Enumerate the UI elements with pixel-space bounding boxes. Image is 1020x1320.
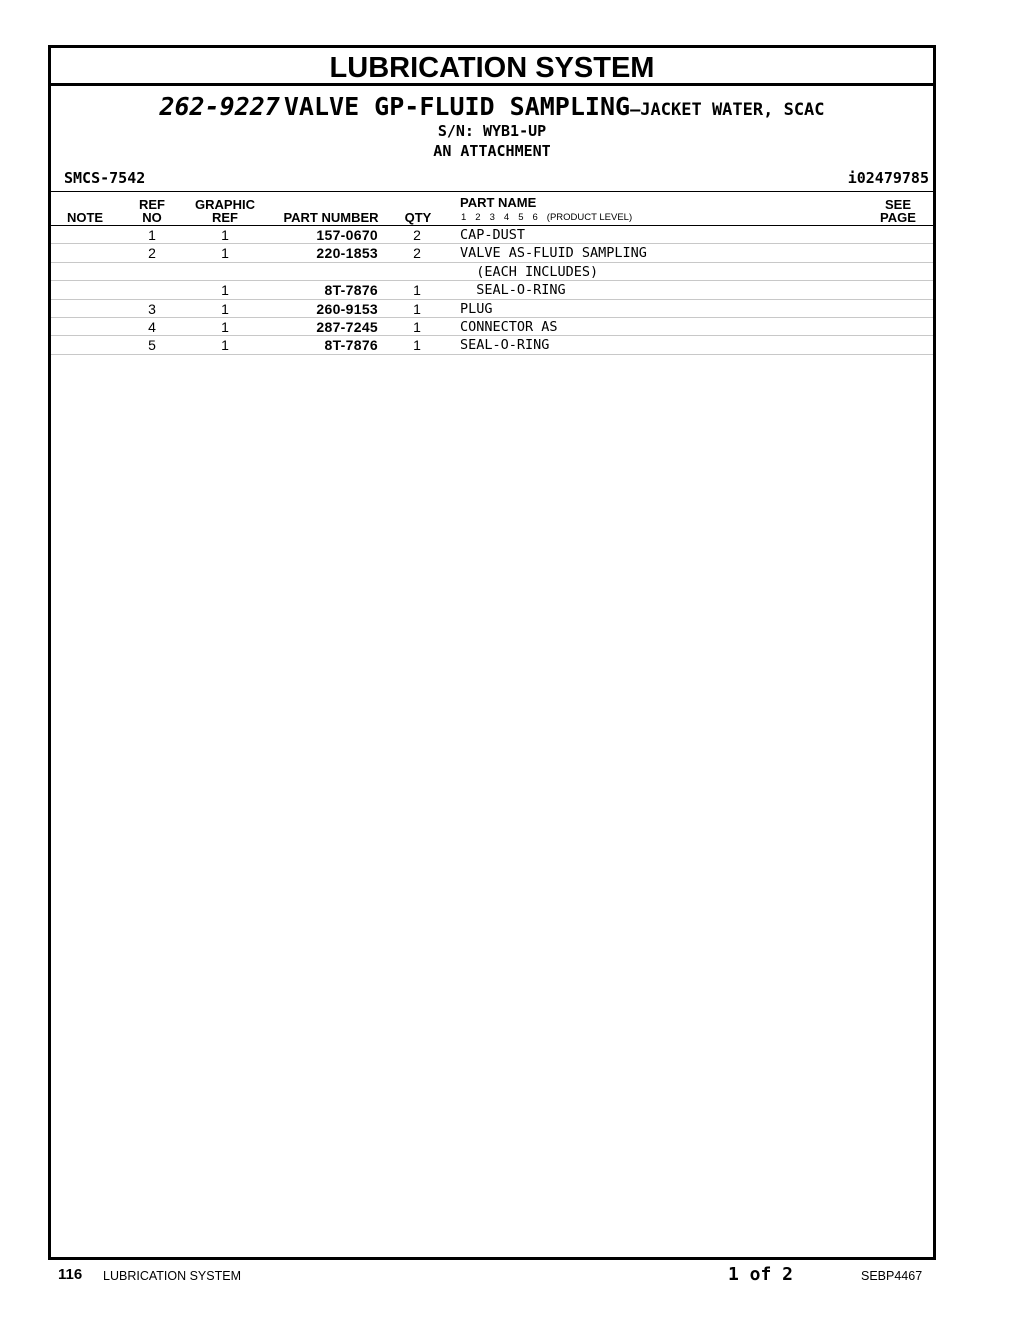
group-part-number: 262-9227 xyxy=(159,92,280,121)
graphic-ref: 1 xyxy=(221,300,229,317)
quantity: 2 xyxy=(413,227,421,243)
parts-page-frame xyxy=(48,45,936,1260)
illustration-id: i02479785 xyxy=(847,169,929,187)
part-number: 8T-7876 xyxy=(324,337,378,354)
ref-no: 4 xyxy=(148,318,156,335)
part-number: 220-1853 xyxy=(316,245,378,262)
table-row xyxy=(51,336,933,354)
ref-no: 5 xyxy=(148,337,156,354)
col-graphic-bottom: REF xyxy=(212,210,238,225)
level-label: (PRODUCT LEVEL) xyxy=(546,212,633,223)
col-note: NOTE xyxy=(66,210,104,225)
col-ref-bottom: NO xyxy=(142,210,162,225)
part-number: 260-9153 xyxy=(316,300,378,317)
part-number: 287-7245 xyxy=(316,318,378,335)
part-name: SEAL-O-RING xyxy=(460,337,550,354)
col-graphic-top: GRAPHIC xyxy=(195,197,255,212)
part-name: CONNECTOR AS xyxy=(460,318,558,335)
table-row xyxy=(51,300,933,318)
product-levels xyxy=(461,212,641,223)
level-6: 6 xyxy=(532,212,538,223)
part-number: 157-0670 xyxy=(316,227,378,243)
graphic-ref: 1 xyxy=(221,337,229,354)
group-subtitle: —JACKET WATER, SCAC xyxy=(630,100,825,120)
group-name: VALVE GP-FLUID SAMPLING xyxy=(283,92,631,121)
col-ref-top: REF xyxy=(139,197,165,212)
parts-table xyxy=(51,226,933,355)
level-4: 4 xyxy=(503,212,510,223)
footer-page-count: 1 of 2 xyxy=(728,1264,794,1285)
col-qty: QTY xyxy=(404,210,432,225)
col-part-number: PART NUMBER xyxy=(283,210,379,225)
table-row xyxy=(51,226,933,244)
level-5: 5 xyxy=(518,212,524,223)
quantity: 2 xyxy=(413,245,421,262)
graphic-ref: 1 xyxy=(221,245,229,262)
header-rule xyxy=(51,191,933,192)
col-see-top: SEE xyxy=(884,197,911,212)
quantity: 1 xyxy=(413,300,421,317)
part-name: VALVE AS-FLUID SAMPLING xyxy=(460,245,647,262)
graphic-ref: 1 xyxy=(221,227,229,243)
col-see-bottom: PAGE xyxy=(880,210,916,225)
footer-doc-number: SEBP4467 xyxy=(861,1269,923,1283)
ref-no: 3 xyxy=(148,300,156,317)
footer-page-number: 116 xyxy=(58,1266,83,1283)
level-2: 2 xyxy=(475,212,481,223)
part-name: PLUG xyxy=(460,300,493,317)
smcs-code: SMCS-7542 xyxy=(64,169,146,187)
graphic-ref: 1 xyxy=(221,282,229,299)
ref-no: 2 xyxy=(148,245,156,262)
section-title: LUBRICATION SYSTEM xyxy=(51,48,933,86)
ref-no: 1 xyxy=(148,227,156,243)
level-1: 1 xyxy=(461,212,467,223)
table-row xyxy=(51,281,933,299)
quantity: 1 xyxy=(413,337,421,354)
part-name: SEAL-O-RING xyxy=(460,282,566,299)
level-3: 3 xyxy=(489,212,495,223)
serial-number: S/N: WYB1-UP xyxy=(437,122,547,140)
part-number: 8T-7876 xyxy=(324,282,378,299)
col-part-name: PART NAME xyxy=(460,195,537,210)
part-name: (EACH INCLUDES) xyxy=(460,263,599,280)
group-heading xyxy=(51,92,933,126)
group-type: AN ATTACHMENT xyxy=(433,142,551,160)
table-row xyxy=(51,244,933,262)
quantity: 1 xyxy=(413,282,421,299)
quantity: 1 xyxy=(413,318,421,335)
table-row xyxy=(51,318,933,336)
part-name: CAP-DUST xyxy=(460,227,526,243)
table-row xyxy=(51,263,933,281)
graphic-ref: 1 xyxy=(221,318,229,335)
footer-section: LUBRICATION SYSTEM xyxy=(103,1269,241,1283)
